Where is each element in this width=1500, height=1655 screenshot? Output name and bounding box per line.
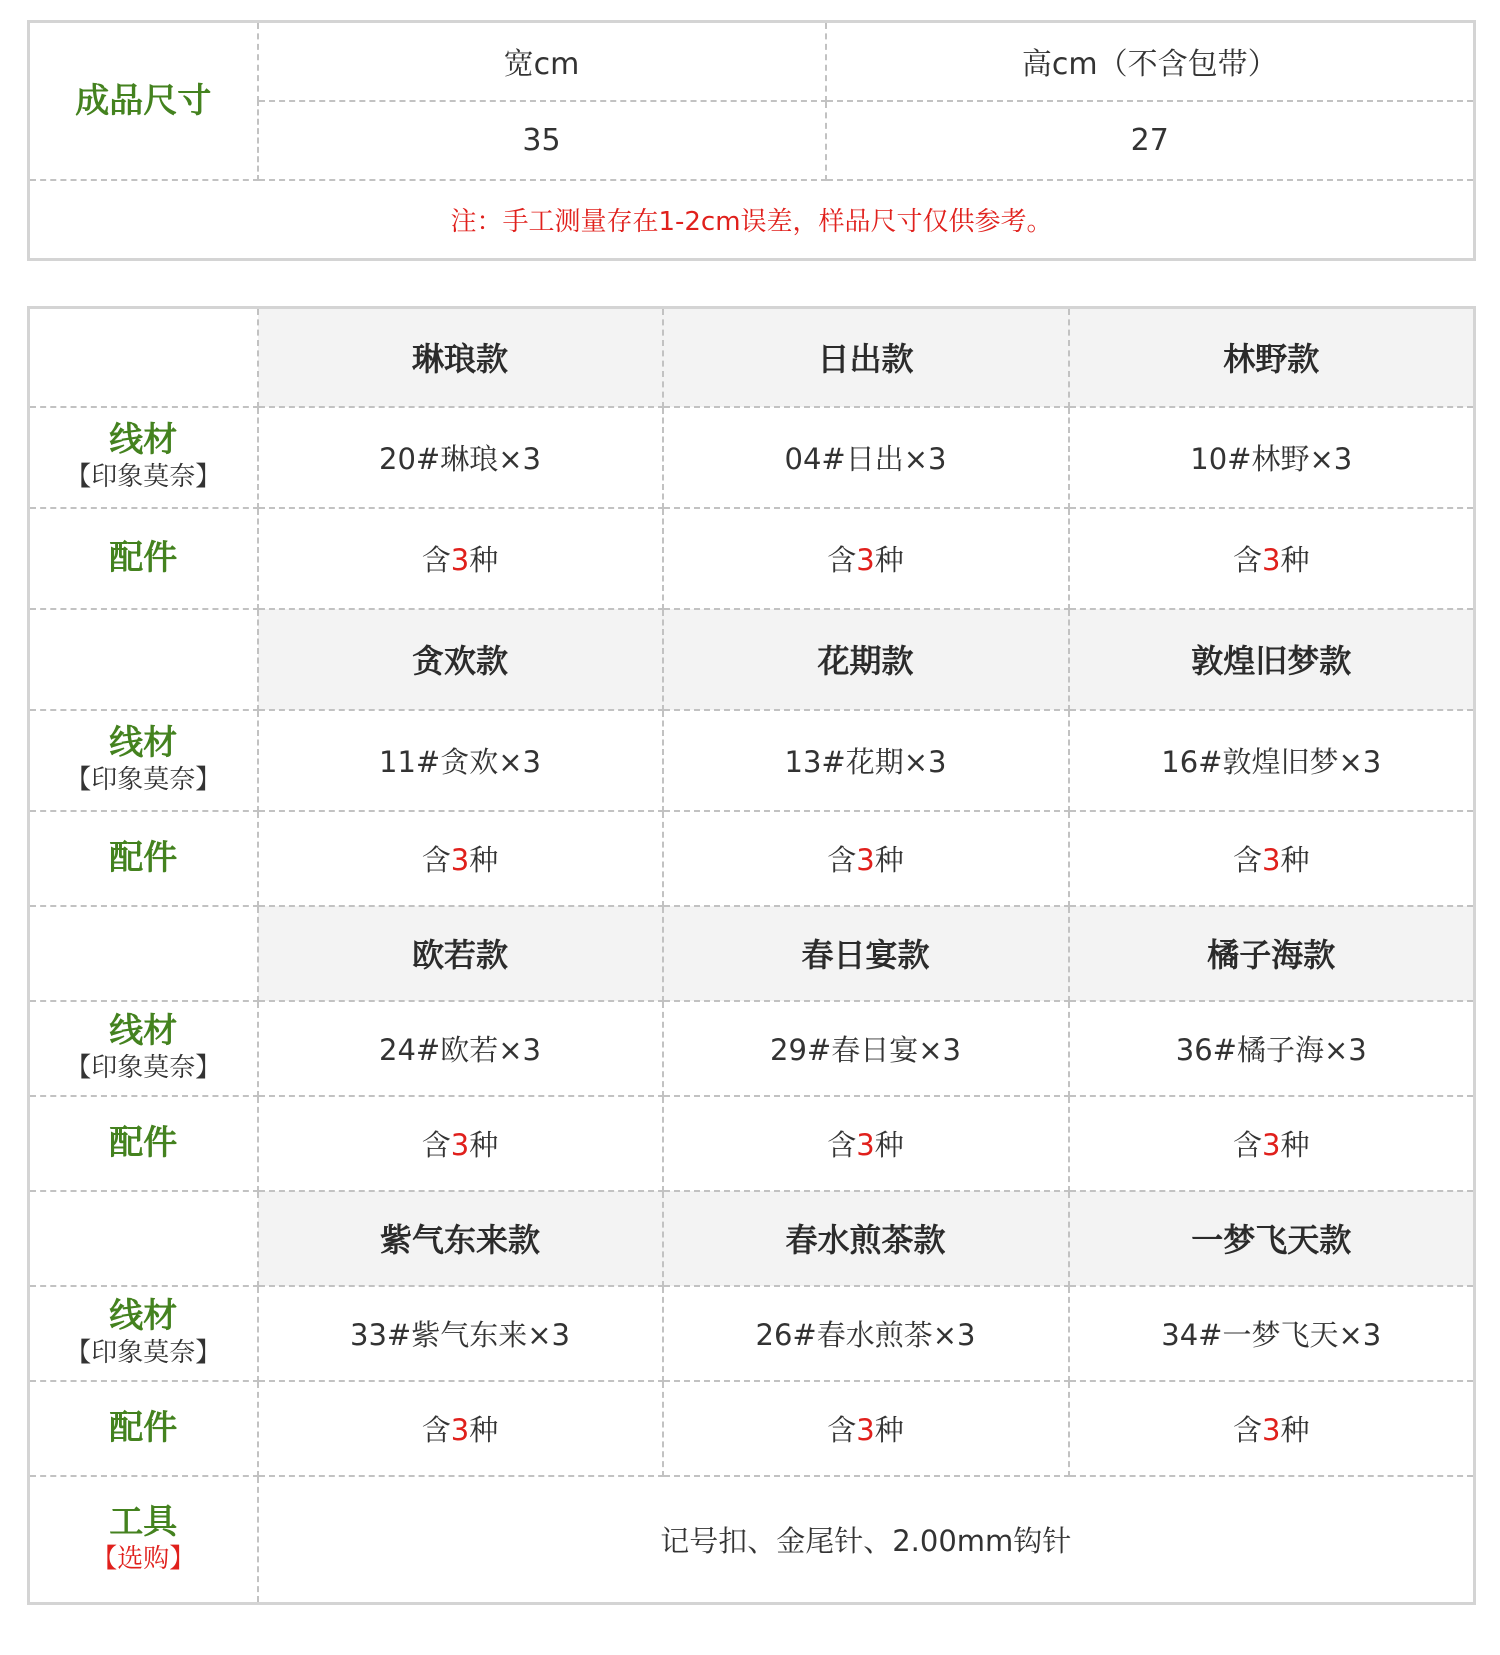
accessory-count: 3 [856,1127,875,1162]
variant-name: 日出款 [663,308,1069,407]
blank-label-cell [29,609,258,710]
accessory-suffix: 种 [1280,1412,1310,1447]
variant-name: 欧若款 [258,906,663,1001]
accessory-suffix: 种 [469,1412,499,1447]
yarn-brand: 【印象莫奈】 [65,1053,222,1083]
yarn-brand: 【印象莫奈】 [65,1338,222,1368]
variant-header-row [29,906,1475,1001]
width-value: 35 [258,101,826,180]
accessory-prefix: 含 [827,842,857,877]
accessory-label: 配件 [29,508,258,609]
accessory-suffix: 种 [874,1412,904,1447]
accessory-suffix: 种 [1280,842,1310,877]
yarn-value: 13#花期×3 [663,710,1069,811]
accessory-count: 3 [450,1412,470,1447]
accessory-suffix: 种 [874,1127,904,1162]
variant-header-row [29,1191,1475,1286]
yarn-label: 线材 [109,1011,178,1051]
yarn-row [29,710,1475,811]
accessory-value [258,508,663,609]
accessory-suffix: 种 [874,842,904,877]
size-table [27,20,1476,261]
accessory-count: 3 [856,542,875,577]
accessory-suffix: 种 [469,842,499,877]
yarn-label-cell [29,710,258,811]
accessory-value [1069,1381,1475,1476]
accessory-count: 3 [1262,1127,1281,1162]
variant-name: 春日宴款 [663,906,1069,1001]
accessory-suffix: 种 [1280,1127,1310,1162]
accessory-value [258,811,663,906]
yarn-label: 线材 [109,420,178,460]
accessory-value [663,811,1069,906]
accessory-prefix: 含 [421,842,451,877]
tool-label-cell [29,1476,258,1604]
height-value: 27 [826,101,1475,180]
yarn-value: 36#橘子海×3 [1069,1001,1475,1096]
accessory-prefix: 含 [827,1412,857,1447]
accessory-prefix: 含 [421,1412,451,1447]
yarn-value: 29#春日宴×3 [663,1001,1069,1096]
tool-label: 工具 [109,1502,178,1543]
accessory-value [258,1381,663,1476]
accessory-value [663,508,1069,609]
accessory-count: 3 [450,842,470,877]
accessory-row [29,1381,1475,1476]
accessory-label: 配件 [29,811,258,906]
yarn-value: 26#春水煎茶×3 [663,1286,1069,1381]
variant-name: 春水煎茶款 [663,1191,1069,1286]
measurement-note: 注：手工测量存在1-2cm误差，样品尺寸仅供参考。 [29,180,1475,260]
yarn-value: 34#一梦飞天×3 [1069,1286,1475,1381]
yarn-row [29,1001,1475,1096]
yarn-label: 线材 [109,723,178,763]
yarn-value: 33#紫气东来×3 [258,1286,663,1381]
accessory-value [1069,811,1475,906]
accessory-label: 配件 [29,1381,258,1476]
yarn-label-cell [29,1286,258,1381]
accessory-row [29,811,1475,906]
yarn-value: 11#贪欢×3 [258,710,663,811]
accessory-count: 3 [450,542,470,577]
accessory-count: 3 [450,1127,470,1162]
yarn-value: 20#琳琅×3 [258,407,663,508]
blank-label-cell [29,906,258,1001]
yarn-brand: 【印象莫奈】 [65,462,222,492]
accessory-count: 3 [1262,542,1281,577]
yarn-label-cell [29,1001,258,1096]
yarn-brand: 【印象莫奈】 [65,765,222,795]
variant-header-row [29,609,1475,710]
variant-name: 花期款 [663,609,1069,710]
accessory-prefix: 含 [1233,1412,1263,1447]
accessory-prefix: 含 [421,1127,451,1162]
accessory-count: 3 [1262,842,1281,877]
accessory-prefix: 含 [1233,1127,1263,1162]
accessory-value [1069,1096,1475,1191]
accessory-row [29,508,1475,609]
variant-name: 紫气东来款 [258,1191,663,1286]
accessory-value [258,1096,663,1191]
yarn-value: 10#林野×3 [1069,407,1475,508]
yarn-label-cell [29,407,258,508]
yarn-value: 04#日出×3 [663,407,1069,508]
accessory-prefix: 含 [421,542,451,577]
accessory-value [663,1096,1069,1191]
accessory-value [1069,508,1475,609]
tools-value: 记号扣、金尾针、2.00mm钩针 [258,1476,1475,1604]
height-header: 高cm（不含包带） [826,22,1475,101]
accessory-count: 3 [1262,1412,1281,1447]
accessory-prefix: 含 [827,1127,857,1162]
size-label: 成品尺寸 [29,22,258,180]
variant-name: 敦煌旧梦款 [1069,609,1475,710]
accessory-count: 3 [856,842,875,877]
accessory-prefix: 含 [1233,842,1263,877]
tool-note: 【选购】 [91,1544,196,1575]
accessory-label: 配件 [29,1096,258,1191]
variant-name: 橘子海款 [1069,906,1475,1001]
accessory-suffix: 种 [874,542,904,577]
blank-label-cell [29,308,258,407]
accessory-count: 3 [856,1412,875,1447]
accessory-row [29,1096,1475,1191]
variant-name: 林野款 [1069,308,1475,407]
variant-name: 贪欢款 [258,609,663,710]
tools-row [29,1476,1475,1604]
accessory-value [663,1381,1069,1476]
yarn-row [29,407,1475,508]
accessory-prefix: 含 [827,542,857,577]
yarn-row [29,1286,1475,1381]
width-header: 宽cm [258,22,826,101]
yarn-label: 线材 [109,1296,178,1336]
yarn-value: 16#敦煌旧梦×3 [1069,710,1475,811]
blank-label-cell [29,1191,258,1286]
accessory-suffix: 种 [1280,542,1310,577]
variant-name: 琳琅款 [258,308,663,407]
variants-table [27,306,1476,1605]
variant-header-row [29,308,1475,407]
yarn-value: 24#欧若×3 [258,1001,663,1096]
accessory-suffix: 种 [469,542,499,577]
accessory-prefix: 含 [1233,542,1263,577]
accessory-suffix: 种 [469,1127,499,1162]
variant-name: 一梦飞天款 [1069,1191,1475,1286]
